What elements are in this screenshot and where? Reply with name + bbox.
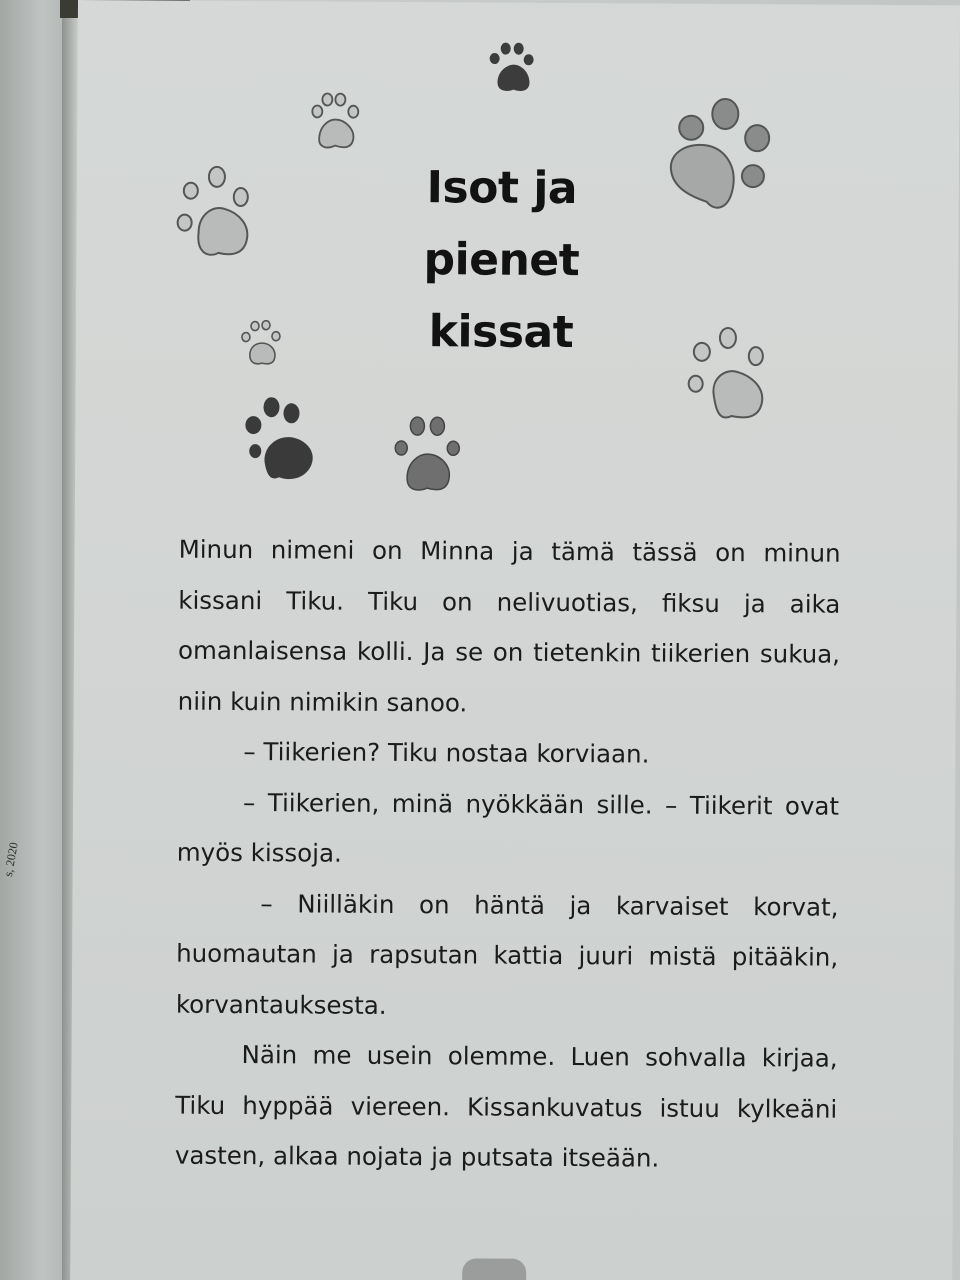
paragraph: – Tiikerien, minä nyökkään sille. – Tiikerit ovat myös kissoja. xyxy=(176,787,840,868)
paw-print-icon xyxy=(172,161,263,272)
left-page-margin-text: s, 2020 xyxy=(0,841,21,878)
left-page xyxy=(0,0,70,1280)
paragraph: – Tiikerien? Tiku nostaa korviaan. xyxy=(243,737,650,769)
chapter-title-line: pienet xyxy=(423,234,580,287)
paw-print-icon xyxy=(305,87,371,157)
body-text xyxy=(175,525,841,1186)
paragraph: Minun nimeni on Minna ja tämä tässä on minun kissani Tiku. Tiku on nelivuotias, fiksu ja aika omanlaisensa kolli. Ja se on tietenkin tiikerien sukua, niin kuin nimikin sanoo. xyxy=(177,534,841,717)
paw-print-icon xyxy=(663,94,784,225)
chapter-title-line: kissat xyxy=(428,306,574,359)
paw-print-icon xyxy=(391,412,472,496)
paragraph: – Niilläkin on häntä ja karvaiset korvat, huomautan ja rapsutan kattia juuri mistä pitääkin, korvantauksesta. xyxy=(175,888,839,1020)
paw-print-icon xyxy=(241,395,322,485)
chapter-title xyxy=(406,152,597,369)
paragraph: Näin me usein olemme. Luen sohvalla kirjaa, Tiku hyppää viereen. Kissankuvatus istuu kylkeäni vasten, alkaa nojata ja putsata itseään. xyxy=(174,1040,838,1173)
chapter-title-line: Isot ja xyxy=(426,162,578,215)
paw-print-icon xyxy=(238,317,288,371)
cat-ears-decoration xyxy=(462,1258,526,1280)
paw-print-icon xyxy=(481,38,543,102)
paw-print-icon xyxy=(681,322,778,431)
book-page xyxy=(70,0,960,1280)
